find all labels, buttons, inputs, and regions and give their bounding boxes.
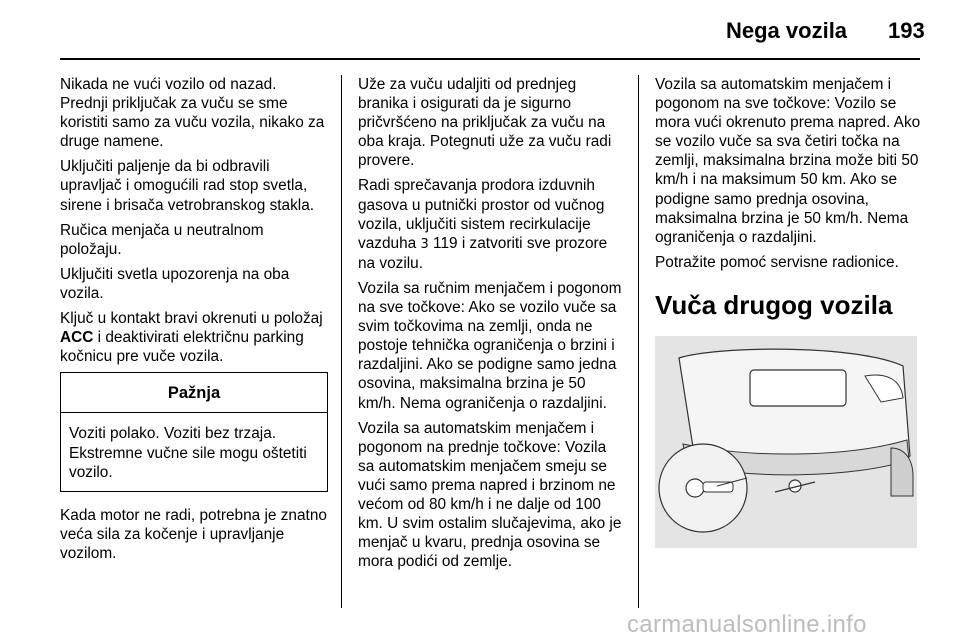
column-3 <box>655 75 925 548</box>
paragraph: Potražite pomoć servisne radionice. <box>655 253 899 271</box>
acc-position-label: ACC <box>60 329 94 347</box>
paragraph: Uključiti svetla upozorenja na oba vozila. <box>60 265 290 302</box>
caution-box <box>60 372 328 491</box>
watermark: carmanualsonline.info <box>627 611 867 638</box>
paragraph: Vozila sa automatskim menjačem i pogonom na sve točkove: Vozilo se mora vući okrenuto prema napred. Ako se vozilo vuče sa sva četiri točka na zemlji, maksimalna brzina može biti 50 km/h i na maksimum 50 km. Ako se podigne samo prednja osovina, maksimalna brzina je 50 km/h. Nema ograničenja o razdaljini. <box>655 76 921 246</box>
paragraph: Ručica menjača u neutralnom položaju. <box>60 221 264 258</box>
column-2 <box>358 75 624 577</box>
page-header <box>0 0 960 50</box>
paragraph: Vozila sa ručnim menjačem i pogonom na sve točkove: Ako se vozilo vuče sa svim točkovima na zemlji, onda ne postoje tehnička ograničenja o brzini i razdaljini. Ako se podigne samo jedna osovina, maksimalna brzina je 50 km/h. Nema ograničenja o razdaljini. <box>358 279 622 412</box>
towing-illustration-drawing <box>655 336 917 548</box>
paragraph: Nikada ne vući vozilo od nazad. Prednji priključak za vuču se sme koristiti samo za vuču vozila, nikako za druge namene. <box>60 76 325 151</box>
paragraph: Uže za vuču udaljiti od prednjeg branika i osigurati da je sigurno pričvršćeno na priključak za vuču na oba kraja. Potegnuti uže za vuču radi provere. <box>358 76 612 170</box>
column-divider-2 <box>638 75 639 608</box>
page-number: 193 <box>888 18 925 43</box>
section-title: Nega vozila <box>726 18 848 43</box>
towing-illustration <box>655 336 917 548</box>
caution-title: Pažnja <box>61 373 327 413</box>
caution-body: Voziti polako. Voziti bez trzaja. Ekstremne vučne sile mogu oštetiti vozilo. <box>69 425 307 481</box>
paragraph-recirculation: Radi sprečavanja prodora izduvnih gasova u putnički prostor od vučnog vozila, uključiti sistem recirkulacije vazduha 3 119 i zatvoriti sve prozore na vozilu. <box>358 177 608 272</box>
header-divider <box>60 58 920 60</box>
section-heading: Vuča drugog vozila <box>655 289 893 320</box>
paragraph: Kada motor ne radi, potrebna je znatno veća sila za kočenje i upravljanje vozilom. <box>60 506 327 562</box>
paragraph: Vozila sa automatskim menjačem i pogonom na prednje točkove: Vozila sa automatskim menjačem smeju se vući samo prema napred i brzinom ne većom od 80 km/h i ne dalje od 100 km. U svim ostalim slučajevima, ako je menjač u kvaru, prednja osovina se mora podići od zemlje. <box>358 419 622 571</box>
paragraph: Uključiti paljenje da bi odbravili upravljač i omogućili rad stop svetla, sirene i brisača vetrobranskog stakla. <box>60 158 315 214</box>
column-1 <box>60 75 328 569</box>
paragraph-ignition-key: Ključ u kontakt bravi okrenuti u položaj ACC i deaktivirati električnu parking kočnicu pre vuče vozila. <box>60 310 323 366</box>
page-reference-arrow-icon: 3 <box>420 236 429 252</box>
column-divider-1 <box>341 75 342 608</box>
